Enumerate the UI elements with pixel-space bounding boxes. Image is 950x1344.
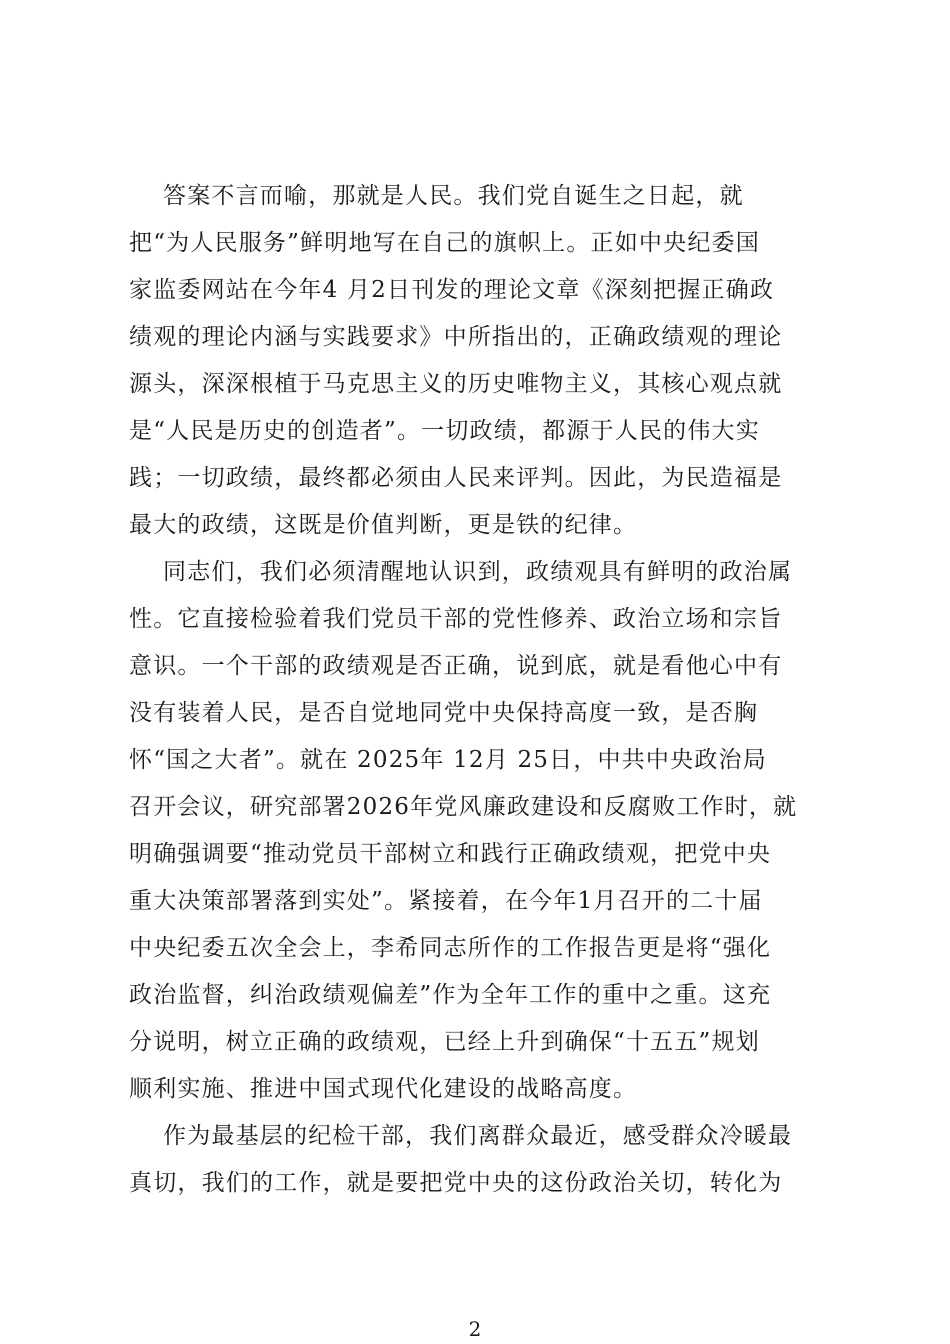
page-number: 2 bbox=[468, 1317, 482, 1341]
text-line: 政治监督，纠治政绩观偏差”作为全年工作的重中之重。这充 bbox=[129, 982, 772, 1008]
text-line: 召开会议，研究部署2026年党风廉政建设和反腐败工作时，就 bbox=[129, 794, 798, 820]
text-line: 怀“国之大者”。就在 2025年 12月 25日，中共中央政治局 bbox=[129, 747, 767, 773]
text-line: 顺利实施、推进中国式现代化建设的战略高度。 bbox=[129, 1076, 638, 1102]
text-line: 家监委网站在今年4 月2日刊发的理论文章《深刻把握正确政 bbox=[129, 277, 775, 303]
text-line: 作为最基层的纪检干部，我们离群众最近，感受群众冷暖最 bbox=[163, 1123, 793, 1149]
text-line: 是“人民是历史的创造者”。一切政绩，都源于人民的伟大实 bbox=[129, 418, 760, 444]
text-line: 答案不言而喻，那就是人民。我们党自诞生之日起，就 bbox=[163, 183, 744, 209]
text-line: 分说明，树立正确的政绩观，已经上升到确保“十五五”规划 bbox=[129, 1029, 760, 1055]
text-line: 绩观的理论内涵与实践要求》中所指出的，正确政绩观的理论 bbox=[129, 324, 783, 350]
text-line: 没有装着人民，是否自觉地同党中央保持高度一致，是否胸 bbox=[129, 700, 759, 726]
text-line: 意识。一个干部的政绩观是否正确，说到底，就是看他心中有 bbox=[129, 653, 783, 679]
text-line: 真切，我们的工作，就是要把党中央的这份政治关切，转化为 bbox=[129, 1170, 783, 1196]
text-line: 同志们，我们必须清醒地认识到，政绩观具有鲜明的政治属 bbox=[163, 559, 793, 585]
text-line: 性。它直接检验着我们党员干部的党性修养、政治立场和宗旨 bbox=[129, 606, 783, 632]
text-line: 最大的政绩，这既是价值判断，更是铁的纪律。 bbox=[129, 512, 638, 538]
text-line: 源头，深深根植于马克思主义的历史唯物主义，其核心观点就 bbox=[129, 371, 783, 397]
text-line: 践；一切政绩，最终都必须由人民来评判。因此，为民造福是 bbox=[129, 465, 783, 491]
text-line: 把“为人民服务”鲜明地写在自己的旗帜上。正如中央纪委国 bbox=[129, 230, 760, 256]
text-line: 明确强调要“推动党员干部树立和践行正确政绩观，把党中央 bbox=[129, 841, 772, 867]
text-line: 中央纪委五次全会上，李希同志所作的工作报告更是将“强化 bbox=[129, 935, 772, 961]
text-line: 重大决策部署落到实处”。紧接着，在今年1月召开的二十届 bbox=[129, 888, 763, 914]
